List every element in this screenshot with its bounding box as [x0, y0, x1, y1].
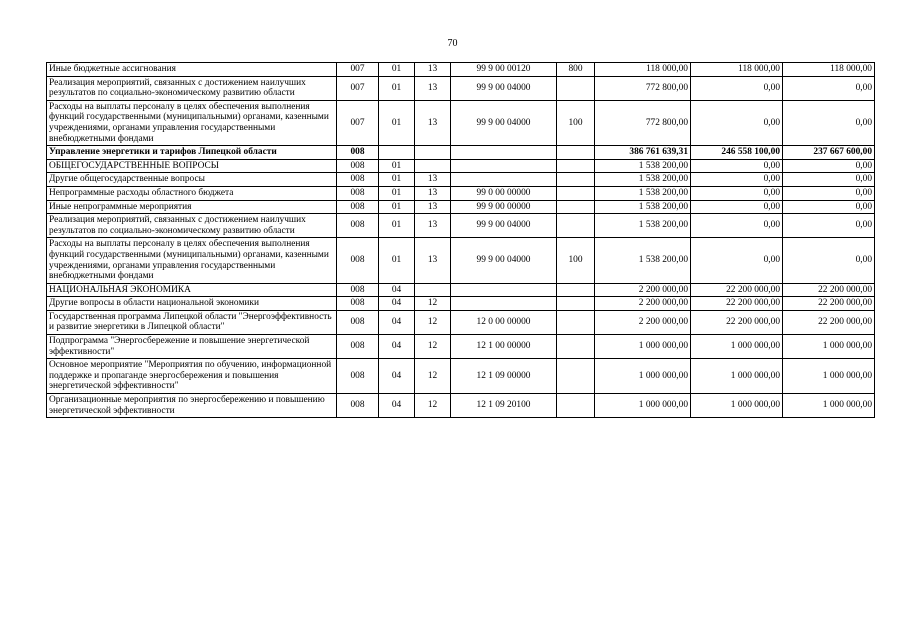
cell-amount-year2: 0,00 [691, 159, 783, 173]
cell-razdel: 04 [379, 283, 415, 297]
cell-amount-year1: 772 800,00 [595, 76, 691, 100]
cell-razdel: 04 [379, 359, 415, 394]
cell-razdel: 01 [379, 100, 415, 145]
cell-amount-year1: 1 000 000,00 [595, 394, 691, 418]
cell-amount-year3: 0,00 [783, 214, 875, 238]
cell-amount-year1: 1 538 200,00 [595, 238, 691, 283]
cell-expense-type [557, 159, 595, 173]
cell-amount-year1: 2 200 000,00 [595, 297, 691, 311]
cell-target-article: 12 1 00 00000 [451, 335, 557, 359]
cell-expense-type: 100 [557, 238, 595, 283]
table-row [47, 186, 875, 200]
cell-amount-year2: 22 200 000,00 [691, 283, 783, 297]
cell-razdel: 01 [379, 238, 415, 283]
cell-amount-year1: 1 538 200,00 [595, 200, 691, 214]
table-row [47, 76, 875, 100]
cell-podrazdel: 13 [415, 100, 451, 145]
cell-amount-year3: 1 000 000,00 [783, 359, 875, 394]
cell-expense-type [557, 76, 595, 100]
cell-amount-year2: 0,00 [691, 214, 783, 238]
cell-expense-type: 100 [557, 100, 595, 145]
cell-target-article: 12 1 09 20100 [451, 394, 557, 418]
cell-amount-year3: 22 200 000,00 [783, 283, 875, 297]
cell-name: Непрограммные расходы областного бюджета [47, 186, 337, 200]
cell-grbs: 007 [337, 100, 379, 145]
cell-razdel: 01 [379, 159, 415, 173]
cell-amount-year1: 1 000 000,00 [595, 335, 691, 359]
cell-podrazdel [415, 159, 451, 173]
cell-name: Подпрограмма "Энергосбережение и повышение энергетической эффективности" [47, 335, 337, 359]
cell-grbs: 008 [337, 335, 379, 359]
cell-name: Иные непрограммные мероприятия [47, 200, 337, 214]
cell-expense-type [557, 200, 595, 214]
table-row [47, 394, 875, 418]
cell-amount-year2: 1 000 000,00 [691, 359, 783, 394]
cell-amount-year1: 772 800,00 [595, 100, 691, 145]
cell-grbs: 008 [337, 159, 379, 173]
cell-target-article: 99 9 00 04000 [451, 238, 557, 283]
cell-expense-type [557, 146, 595, 160]
cell-expense-type [557, 394, 595, 418]
cell-expense-type [557, 173, 595, 187]
cell-podrazdel: 13 [415, 63, 451, 77]
cell-grbs: 008 [337, 146, 379, 160]
cell-grbs: 008 [337, 297, 379, 311]
cell-target-article: 99 9 00 00120 [451, 63, 557, 77]
cell-amount-year2: 1 000 000,00 [691, 394, 783, 418]
cell-amount-year1: 1 538 200,00 [595, 159, 691, 173]
cell-podrazdel [415, 283, 451, 297]
cell-name: Реализация мероприятий, связанных с достижением наилучших результатов по социально-экономическому развитию области [47, 76, 337, 100]
cell-expense-type [557, 214, 595, 238]
cell-amount-year2: 1 000 000,00 [691, 335, 783, 359]
cell-razdel: 01 [379, 186, 415, 200]
table-row [47, 310, 875, 334]
cell-grbs: 008 [337, 359, 379, 394]
cell-grbs: 008 [337, 238, 379, 283]
cell-amount-year3: 0,00 [783, 186, 875, 200]
cell-grbs: 008 [337, 310, 379, 334]
cell-target-article: 12 1 09 00000 [451, 359, 557, 394]
cell-podrazdel: 12 [415, 394, 451, 418]
cell-grbs: 008 [337, 214, 379, 238]
cell-expense-type [557, 335, 595, 359]
table-row [47, 335, 875, 359]
cell-amount-year2: 0,00 [691, 186, 783, 200]
cell-name: Другие общегосударственные вопросы [47, 173, 337, 187]
cell-target-article [451, 173, 557, 187]
cell-name: Государственная программа Липецкой области "Энергоэффективность и развитие энергетики в Липецкой области" [47, 310, 337, 334]
cell-target-article: 99 9 00 04000 [451, 76, 557, 100]
cell-razdel: 04 [379, 310, 415, 334]
cell-podrazdel: 12 [415, 310, 451, 334]
cell-grbs: 008 [337, 394, 379, 418]
cell-amount-year3: 1 000 000,00 [783, 394, 875, 418]
cell-expense-type: 800 [557, 63, 595, 77]
cell-name: Основное мероприятие "Мероприятия по обучению, информационной поддержке и пропаганде энергосбережения и повышения энергетической эффективности" [47, 359, 337, 394]
table-row [47, 63, 875, 77]
cell-amount-year1: 2 200 000,00 [595, 283, 691, 297]
table-row [47, 159, 875, 173]
cell-amount-year1: 2 200 000,00 [595, 310, 691, 334]
table-row [47, 200, 875, 214]
cell-razdel: 01 [379, 173, 415, 187]
cell-name: Другие вопросы в области национальной экономики [47, 297, 337, 311]
cell-amount-year2: 246 558 100,00 [691, 146, 783, 160]
cell-target-article [451, 297, 557, 311]
table-row [47, 283, 875, 297]
cell-target-article: 99 9 00 04000 [451, 100, 557, 145]
cell-podrazdel: 13 [415, 173, 451, 187]
table-row [47, 146, 875, 160]
cell-razdel: 01 [379, 214, 415, 238]
cell-podrazdel: 12 [415, 297, 451, 311]
cell-target-article: 12 0 00 00000 [451, 310, 557, 334]
cell-amount-year2: 0,00 [691, 238, 783, 283]
cell-name: Организационные мероприятия по энергосбережению и повышению энергетической эффективности [47, 394, 337, 418]
budget-table [46, 62, 875, 418]
cell-name: Иные бюджетные ассигнования [47, 63, 337, 77]
cell-amount-year3: 0,00 [783, 173, 875, 187]
cell-amount-year3: 0,00 [783, 76, 875, 100]
cell-name: Управление энергетики и тарифов Липецкой области [47, 146, 337, 160]
cell-expense-type [557, 359, 595, 394]
cell-amount-year1: 118 000,00 [595, 63, 691, 77]
cell-podrazdel: 13 [415, 200, 451, 214]
cell-amount-year2: 0,00 [691, 173, 783, 187]
cell-expense-type [557, 186, 595, 200]
cell-amount-year3: 1 000 000,00 [783, 335, 875, 359]
cell-grbs: 008 [337, 283, 379, 297]
cell-name: НАЦИОНАЛЬНАЯ ЭКОНОМИКА [47, 283, 337, 297]
cell-razdel: 04 [379, 394, 415, 418]
cell-grbs: 008 [337, 186, 379, 200]
cell-podrazdel: 13 [415, 238, 451, 283]
cell-expense-type [557, 283, 595, 297]
cell-amount-year3: 22 200 000,00 [783, 297, 875, 311]
cell-podrazdel: 12 [415, 335, 451, 359]
cell-razdel: 01 [379, 76, 415, 100]
cell-name: Реализация мероприятий, связанных с достижением наилучших результатов по социально-экономическому развитию области [47, 214, 337, 238]
cell-amount-year1: 1 538 200,00 [595, 186, 691, 200]
cell-amount-year1: 1 538 200,00 [595, 173, 691, 187]
cell-amount-year2: 0,00 [691, 100, 783, 145]
cell-razdel: 04 [379, 297, 415, 311]
cell-name: Расходы на выплаты персоналу в целях обеспечения выполнения функций государственными (муниципальными) органами, казенными учреждениями, органами управления государственными внебюджетными фондами [47, 100, 337, 145]
cell-amount-year3: 22 200 000,00 [783, 310, 875, 334]
table-row [47, 238, 875, 283]
cell-razdel: 01 [379, 200, 415, 214]
cell-expense-type [557, 310, 595, 334]
cell-amount-year2: 0,00 [691, 76, 783, 100]
cell-podrazdel: 13 [415, 186, 451, 200]
cell-target-article [451, 159, 557, 173]
table-row [47, 173, 875, 187]
cell-target-article [451, 283, 557, 297]
cell-razdel [379, 146, 415, 160]
cell-grbs: 008 [337, 200, 379, 214]
cell-amount-year3: 0,00 [783, 200, 875, 214]
cell-target-article [451, 146, 557, 160]
cell-podrazdel: 13 [415, 214, 451, 238]
cell-expense-type [557, 297, 595, 311]
table-row [47, 214, 875, 238]
cell-amount-year3: 0,00 [783, 159, 875, 173]
cell-amount-year3: 0,00 [783, 238, 875, 283]
cell-amount-year1: 386 761 639,31 [595, 146, 691, 160]
cell-amount-year2: 22 200 000,00 [691, 310, 783, 334]
cell-razdel: 01 [379, 63, 415, 77]
cell-amount-year1: 1 000 000,00 [595, 359, 691, 394]
table-row [47, 100, 875, 145]
cell-amount-year2: 118 000,00 [691, 63, 783, 77]
cell-razdel: 04 [379, 335, 415, 359]
cell-amount-year3: 237 667 600,00 [783, 146, 875, 160]
cell-target-article: 99 9 00 04000 [451, 214, 557, 238]
cell-name: ОБЩЕГОСУДАРСТВЕННЫЕ ВОПРОСЫ [47, 159, 337, 173]
cell-amount-year3: 0,00 [783, 100, 875, 145]
cell-amount-year3: 118 000,00 [783, 63, 875, 77]
cell-podrazdel: 12 [415, 359, 451, 394]
cell-grbs: 007 [337, 76, 379, 100]
cell-grbs: 008 [337, 173, 379, 187]
cell-target-article: 99 0 00 00000 [451, 186, 557, 200]
table-row [47, 359, 875, 394]
cell-podrazdel: 13 [415, 76, 451, 100]
cell-podrazdel [415, 146, 451, 160]
cell-amount-year2: 22 200 000,00 [691, 297, 783, 311]
cell-name: Расходы на выплаты персоналу в целях обеспечения выполнения функций государственными (муниципальными) органами, казенными учреждениями, органами управления государственными внебюджетными фондами [47, 238, 337, 283]
cell-amount-year2: 0,00 [691, 200, 783, 214]
cell-amount-year1: 1 538 200,00 [595, 214, 691, 238]
cell-grbs: 007 [337, 63, 379, 77]
table-row [47, 297, 875, 311]
page-number: 70 [447, 38, 458, 49]
cell-target-article: 99 9 00 00000 [451, 200, 557, 214]
